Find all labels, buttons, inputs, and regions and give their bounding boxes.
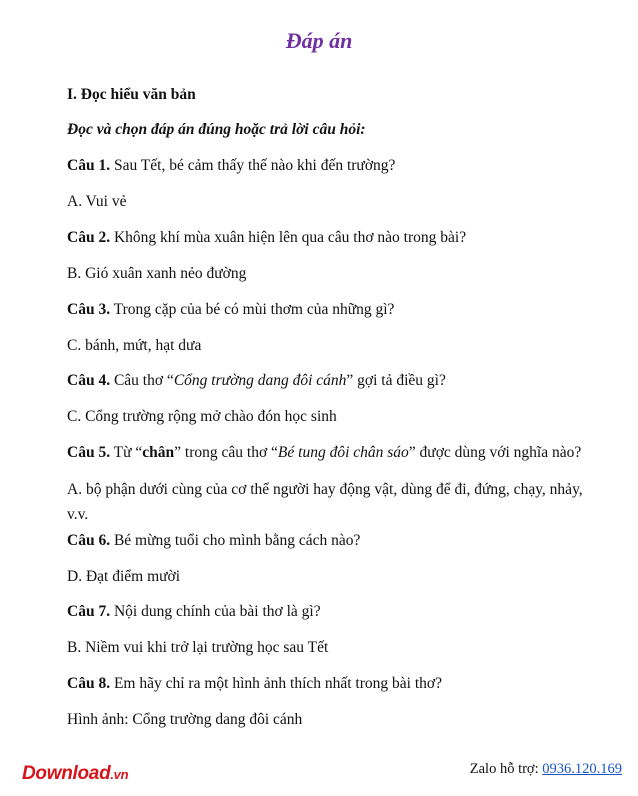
question-label: Câu 2.	[67, 229, 111, 246]
question-label: Câu 8.	[67, 675, 111, 692]
question-label: Câu 7.	[67, 603, 111, 620]
answer-5: A. bộ phận dưới cùng của cơ thể người hay động vật, dùng để đi, đứng, chạy, nhảy, v.v.	[67, 481, 583, 523]
question-text: Nội dung chính của bài thơ là gì?	[110, 603, 321, 620]
answer-7: B. Niềm vui khi trở lại trường học sau Tết	[67, 639, 329, 656]
support-info	[470, 761, 622, 778]
question-label: Câu 3.	[67, 301, 111, 318]
question-text-post: ” gợi tả điều gì?	[346, 372, 446, 389]
question-text-pre: Câu thơ “	[110, 372, 174, 389]
answer-2: B. Gió xuân xanh nẻo đường	[67, 265, 247, 282]
page-title: Đáp án	[285, 28, 353, 53]
quoted-verse: Bé tung đôi chân sáo	[277, 444, 409, 461]
question-text-mid: ” trong câu thơ “	[174, 444, 278, 461]
question-label: Câu 5.	[67, 444, 111, 461]
support-phone-link[interactable]: 0936.120.169	[542, 761, 622, 777]
instruction: Đọc và chọn đáp án đúng hoặc trả lời câu hỏi:	[67, 121, 366, 138]
answer-4: C. Cổng trường rộng mở chào đón học sinh	[67, 408, 337, 425]
section-heading: I. Đọc hiểu văn bản	[67, 86, 196, 103]
logo-main: Download	[22, 763, 111, 784]
question-text: Em hãy chỉ ra một hình ảnh thích nhất trong bài thơ?	[110, 675, 442, 692]
question-label: Câu 4.	[67, 372, 111, 389]
question-8	[67, 672, 597, 696]
logo-suffix: .vn	[110, 767, 129, 782]
question-text: Sau Tết, bé cảm thấy thế nào khi đến trường?	[110, 157, 396, 174]
question-text: Bé mừng tuổi cho mình bằng cách nào?	[110, 532, 361, 549]
question-1	[67, 154, 597, 178]
question-6	[67, 529, 597, 553]
question-text: Không khí mùa xuân hiện lên qua câu thơ nào trong bài?	[110, 229, 467, 246]
support-label: Zalo hỗ trợ:	[469, 761, 543, 777]
answer-1: A. Vui vẻ	[67, 193, 127, 210]
answer-3: C. bánh, mứt, hạt dưa	[67, 337, 202, 354]
keyword: chân	[142, 444, 175, 461]
question-text-post: ” được dùng với nghĩa nào?	[408, 444, 582, 461]
question-label: Câu 1.	[67, 157, 111, 174]
download-logo[interactable]	[22, 763, 128, 785]
question-text-pre: Từ “	[110, 444, 143, 461]
question-label: Câu 6.	[67, 532, 111, 549]
question-5	[67, 441, 597, 465]
question-text: Trong cặp của bé có mùi thơm của những gì?	[110, 301, 395, 318]
quoted-verse: Cổng trường dang đôi cánh	[173, 372, 347, 389]
question-4	[67, 369, 597, 393]
question-2	[67, 226, 597, 250]
answer-6: D. Đạt điểm mười	[67, 568, 181, 585]
question-7	[67, 600, 597, 624]
question-3	[67, 298, 597, 322]
answer-8: Hình ảnh: Cổng trường dang đôi cánh	[67, 711, 303, 728]
